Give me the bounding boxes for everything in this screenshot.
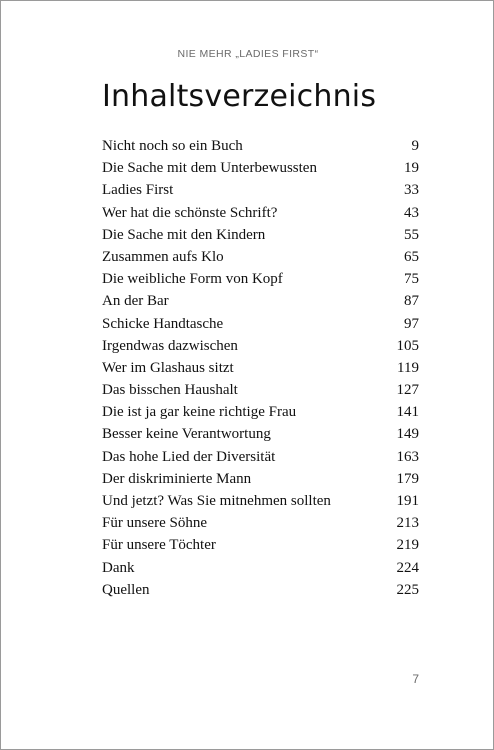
toc-entry-page: 149 xyxy=(396,426,419,443)
toc-entry xyxy=(102,293,419,315)
toc-entry-page: 224 xyxy=(396,559,419,576)
toc-entry-title: Ladies First xyxy=(102,182,174,199)
toc-entry-page: 219 xyxy=(396,537,419,554)
toc-entry-title: Das hohe Lied der Diversität xyxy=(102,448,276,465)
toc-list xyxy=(102,138,419,604)
toc-entry-page: 213 xyxy=(396,515,419,532)
toc-entry-page: 55 xyxy=(404,226,419,243)
toc-entry-title: An der Bar xyxy=(102,293,169,310)
toc-entry-title: Irgendwas dazwischen xyxy=(102,337,238,354)
toc-entry xyxy=(102,316,419,338)
toc-entry-title: Schicke Handtasche xyxy=(102,315,224,332)
toc-entry-title: Die ist ja gar keine richtige Frau xyxy=(102,404,297,421)
toc-entry xyxy=(102,471,419,493)
toc-entry xyxy=(102,404,419,426)
toc-entry-page: 97 xyxy=(404,315,419,332)
toc-entry xyxy=(102,360,419,382)
toc-entry-page: 43 xyxy=(404,204,419,221)
toc-entry-page: 9 xyxy=(411,138,419,154)
toc-entry-page: 141 xyxy=(396,404,419,421)
toc-entry xyxy=(102,382,419,404)
toc-entry xyxy=(102,493,419,515)
toc-entry-title: Zusammen aufs Klo xyxy=(102,248,224,265)
toc-entry xyxy=(102,515,419,537)
toc-entry-title: Die Sache mit den Kindern xyxy=(102,226,266,243)
page-number: 7 xyxy=(412,672,419,686)
toc-entry xyxy=(102,249,419,271)
toc-entry xyxy=(102,138,419,160)
toc-title: Inhaltsverzeichnis xyxy=(102,79,377,114)
toc-entry-title: Die weibliche Form von Kopf xyxy=(102,271,283,288)
toc-entry xyxy=(102,560,419,582)
toc-entry-title: Quellen xyxy=(102,581,150,598)
toc-entry xyxy=(102,227,419,249)
toc-entry xyxy=(102,537,419,559)
toc-entry-page: 33 xyxy=(404,182,419,199)
toc-entry-title: Besser keine Verantwortung xyxy=(102,426,271,443)
toc-entry-title: Wer hat die schönste Schrift? xyxy=(102,204,278,221)
toc-entry-page: 119 xyxy=(397,359,419,376)
toc-entry xyxy=(102,182,419,204)
toc-entry-title: Wer im Glashaus sitzt xyxy=(102,359,234,376)
toc-entry-page: 191 xyxy=(396,493,419,509)
toc-entry-page: 75 xyxy=(404,271,419,288)
toc-entry xyxy=(102,271,419,293)
toc-entry xyxy=(102,205,419,227)
toc-entry xyxy=(102,338,419,360)
toc-entry-page: 179 xyxy=(396,470,419,487)
toc-entry-title: Nicht noch so ein Buch xyxy=(102,138,243,154)
toc-entry-page: 105 xyxy=(396,337,419,354)
toc-entry-page: 225 xyxy=(396,581,419,598)
toc-entry xyxy=(102,582,419,604)
toc-entry-title: Und jetzt? Was Sie mitnehmen sollten xyxy=(102,493,331,509)
toc-entry-title: Das bisschen Haushalt xyxy=(102,382,238,399)
toc-entry-title: Für unsere Söhne xyxy=(102,515,207,532)
toc-entry-page: 127 xyxy=(396,382,419,399)
toc-entry-page: 65 xyxy=(404,248,419,265)
toc-entry-title: Für unsere Töchter xyxy=(102,537,216,554)
toc-entry-title: Dank xyxy=(102,559,135,576)
running-header: NIE MEHR „LADIES FIRST“ xyxy=(177,48,319,60)
toc-entry xyxy=(102,160,419,182)
toc-entry-page: 19 xyxy=(404,160,419,177)
toc-entry xyxy=(102,449,419,471)
toc-entry xyxy=(102,426,419,448)
toc-entry-page: 87 xyxy=(404,293,419,310)
toc-entry-page: 163 xyxy=(396,448,419,465)
toc-entry-title: Die Sache mit dem Unterbewussten xyxy=(102,160,317,177)
toc-entry-title: Der diskriminierte Mann xyxy=(102,470,252,487)
